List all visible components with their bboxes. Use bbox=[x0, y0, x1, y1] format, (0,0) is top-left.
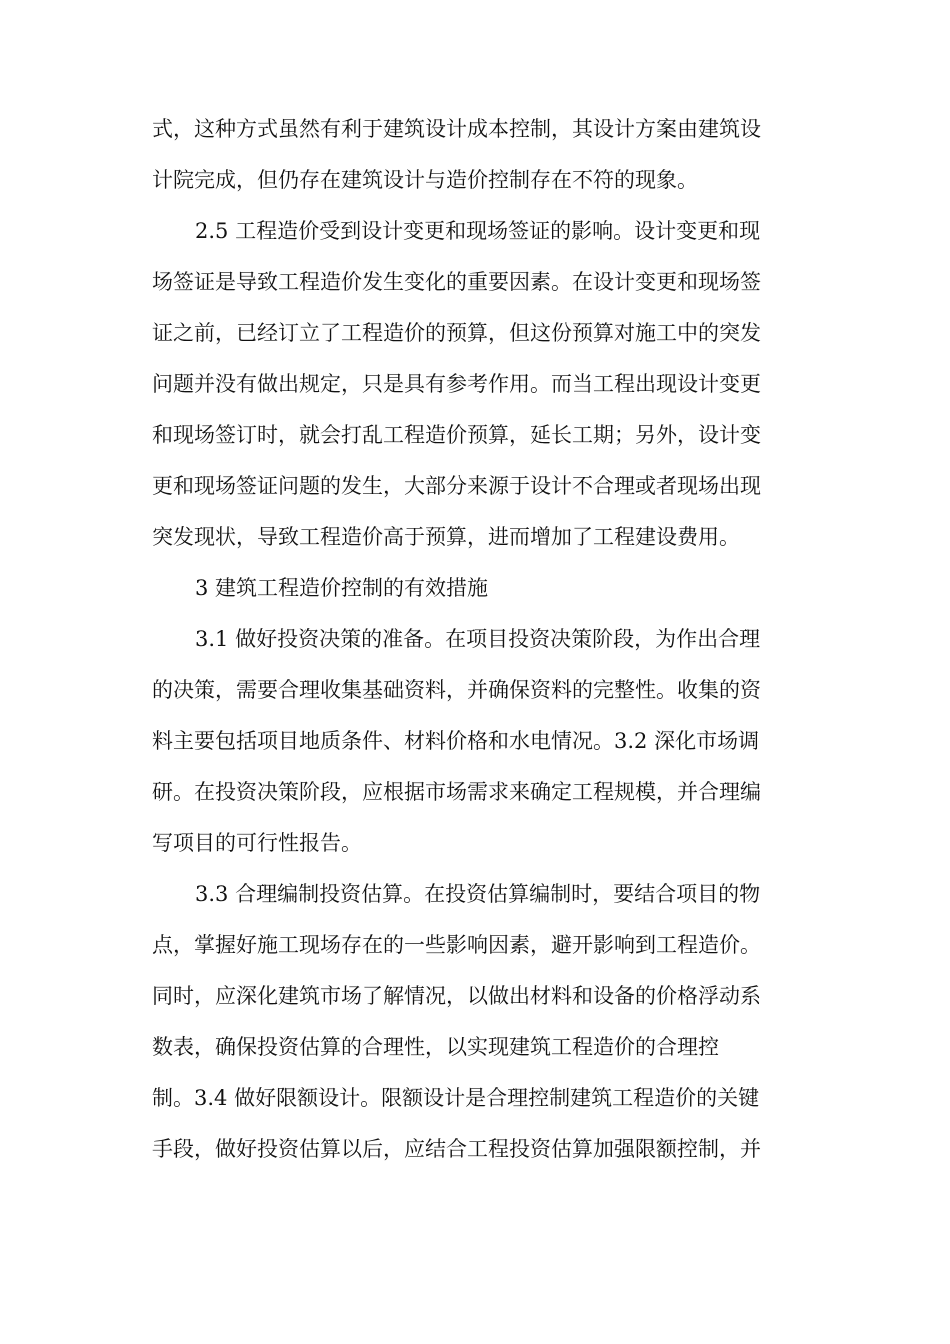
line-text: 更和现场签证问题的发生，大部分来源于设计不合理或者现场出现 bbox=[152, 474, 761, 498]
line-text: 制。3.4 做好限额设计。限额设计是合理控制建筑工程造价的关键 bbox=[152, 1086, 760, 1110]
line-text: 手段，做好投资估算以后，应结合工程投资估算加强限额控制，并 bbox=[152, 1137, 761, 1161]
line-text: 式，这种方式虽然有利于建筑设计成本控制，其设计方案由建筑设 bbox=[152, 117, 761, 141]
paragraph-start-line bbox=[152, 624, 802, 654]
body-text bbox=[152, 114, 802, 1185]
heading-text: 3 建筑工程造价控制的有效措施 bbox=[195, 576, 489, 600]
line-text: 点，掌握好施工现场存在的一些影响因素，避开影响到工程造价。 bbox=[152, 933, 761, 957]
text-line bbox=[152, 471, 802, 501]
text-line bbox=[152, 1032, 802, 1062]
text-line bbox=[152, 369, 802, 399]
line-text: 数表，确保投资估算的合理性，以实现建筑工程造价的合理控 bbox=[152, 1035, 719, 1059]
text-line bbox=[152, 1083, 802, 1113]
line-text: 料主要包括项目地质条件、材料价格和水电情况。3.2 深化市场调 bbox=[152, 729, 760, 753]
line-text: 突发现状，导致工程造价高于预算，进而增加了工程建设费用。 bbox=[152, 525, 740, 549]
line-text: 写项目的可行性报告。 bbox=[152, 831, 362, 855]
text-line bbox=[152, 930, 802, 960]
line-text: 3.3 合理编制投资估算。在投资估算编制时，要结合项目的物 bbox=[195, 882, 761, 906]
text-line bbox=[152, 1134, 802, 1164]
text-line bbox=[152, 114, 802, 144]
line-text: 研。在投资决策阶段，应根据市场需求来确定工程规模，并合理编 bbox=[152, 780, 761, 804]
paragraph-start-line bbox=[152, 216, 802, 246]
line-text: 证之前，已经订立了工程造价的预算，但这份预算对施工中的突发 bbox=[152, 321, 761, 345]
line-text: 计院完成，但仍存在建筑设计与造价控制存在不符的现象。 bbox=[152, 168, 698, 192]
text-line bbox=[152, 165, 802, 195]
line-text: 的决策，需要合理收集基础资料，并确保资料的完整性。收集的资 bbox=[152, 678, 761, 702]
text-line bbox=[152, 777, 802, 807]
text-line bbox=[152, 420, 802, 450]
text-line bbox=[152, 318, 802, 348]
section-heading bbox=[152, 573, 802, 603]
line-text: 同时，应深化建筑市场了解情况，以做出材料和设备的价格浮动系 bbox=[152, 984, 761, 1008]
text-line bbox=[152, 981, 802, 1011]
line-text: 场签证是导致工程造价发生变化的重要因素。在设计变更和现场签 bbox=[152, 270, 761, 294]
text-line bbox=[152, 828, 802, 858]
paragraph-start-line bbox=[152, 879, 802, 909]
text-line bbox=[152, 267, 802, 297]
text-line bbox=[152, 726, 802, 756]
line-text: 和现场签订时，就会打乱工程造价预算，延长工期；另外，设计变 bbox=[152, 423, 761, 447]
line-text: 问题并没有做出规定，只是具有参考作用。而当工程出现设计变更 bbox=[152, 372, 761, 396]
text-line bbox=[152, 675, 802, 705]
line-text: 2.5 工程造价受到设计变更和现场签证的影响。设计变更和现 bbox=[195, 219, 761, 243]
line-text: 3.1 做好投资决策的准备。在项目投资决策阶段，为作出合理 bbox=[195, 627, 761, 651]
text-line bbox=[152, 522, 802, 552]
